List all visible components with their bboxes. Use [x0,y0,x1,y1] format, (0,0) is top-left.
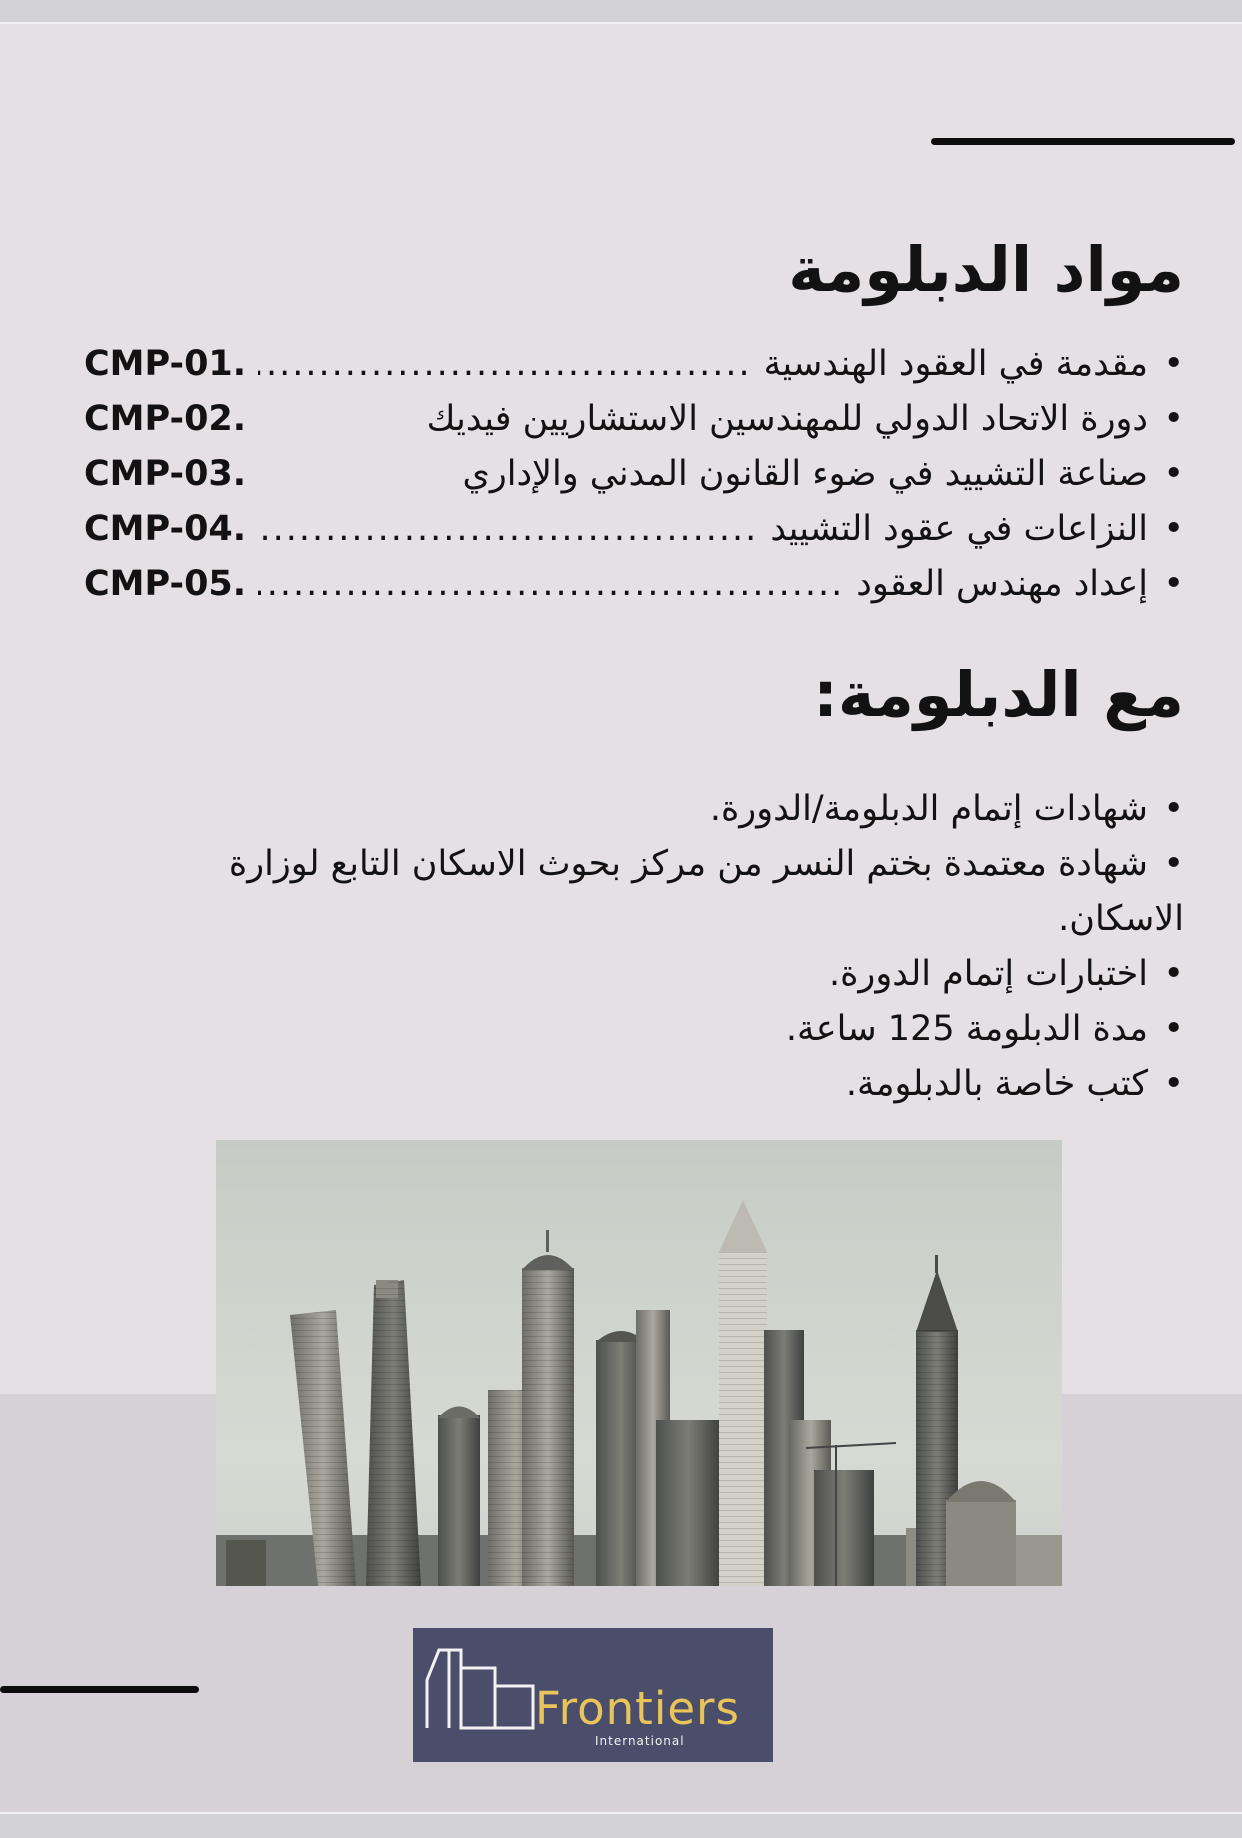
material-code: CMP-04. [84,509,247,549]
benefits-list [124,782,1184,1112]
materials-list [84,337,1184,612]
materials-heading: مواد الدبلومة [788,233,1184,306]
bullet-icon: • [1163,1009,1184,1049]
dot-leader [258,557,844,612]
benefit-text: اختبارات إتمام الدورة. [828,954,1148,994]
top-edge-bar [0,0,1242,24]
list-item [124,837,1184,947]
list-item [124,1057,1184,1112]
material-code: CMP-03. [84,454,247,494]
dot-leader [258,502,758,557]
dot-leader [258,337,752,392]
bottom-edge-bar [0,1812,1242,1838]
frontiers-logo [413,1628,773,1762]
bullet-icon: • [1163,454,1184,494]
material-code: CMP-02. [84,399,247,439]
material-code: CMP-05. [84,564,247,604]
list-item [124,947,1184,1002]
bullet-icon: • [1163,1064,1184,1104]
benefit-text: كتب خاصة بالدبلومة. [845,1064,1148,1104]
bullet-icon: • [1163,789,1184,829]
list-item [124,782,1184,837]
list-item [84,337,1184,392]
logo-name: Frontiers [535,1682,740,1735]
logo-subtitle: International [595,1734,685,1748]
list-item [84,392,1184,447]
material-code: CMP-01. [84,344,247,384]
top-decorative-rule [931,138,1235,145]
bullet-icon: • [1163,509,1184,549]
list-item [84,502,1184,557]
city-skyline-image [216,1140,1062,1586]
material-name: إعداد مهندس العقود [856,564,1148,604]
material-name: صناعة التشييد في ضوء القانون المدني والإداري [462,454,1148,494]
material-name: النزاعات في عقود التشييد [770,509,1148,549]
bullet-icon: • [1163,564,1184,604]
bullet-icon: • [1163,844,1184,884]
bullet-icon: • [1163,954,1184,994]
benefits-heading: مع الدبلومة: [813,658,1184,731]
list-item [84,557,1184,612]
benefit-text: شهادات إتمام الدبلومة/الدورة. [709,789,1148,829]
material-name: دورة الاتحاد الدولي للمهندسين الاستشاريين فيديك [426,399,1148,439]
list-item [84,447,1184,502]
bottom-decorative-rule [0,1686,199,1693]
benefit-text: مدة الدبلومة 125 ساعة. [785,1009,1148,1049]
bullet-icon: • [1163,399,1184,439]
benefit-text: شهادة معتمدة بختم النسر من مركز بحوث الاسكان التابع لوزارة الاسكان. [228,844,1184,939]
list-item [124,1002,1184,1057]
material-name: مقدمة في العقود الهندسية [763,344,1148,384]
bullet-icon: • [1163,344,1184,384]
